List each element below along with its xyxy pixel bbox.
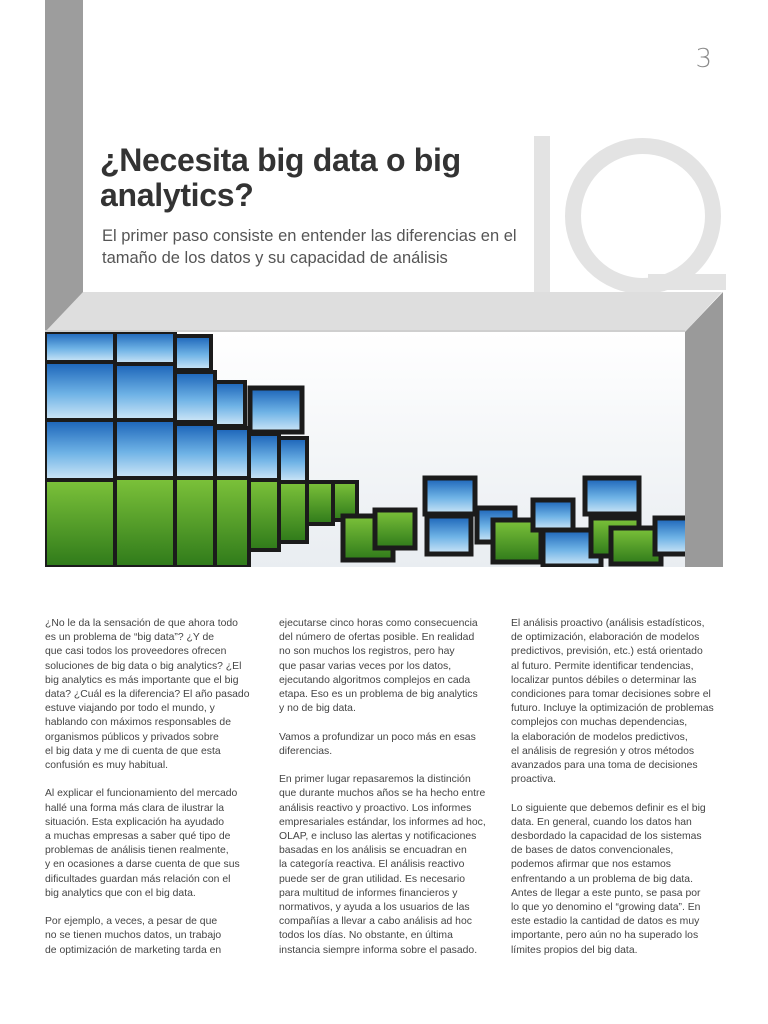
paragraph: Lo siguiente que debemos definir es el big data. En general, cuando los datos han desbordado la capacidad de los sistemas de bases de datos convencionales, podemos afirmar que nos estamos enfrentando a un problema de big data. Antes de llegar a este punto, se pasa por lo que yo denomino el “growing data”. En este estadio la cantidad de datos es muy importante, pero aún no ha superado los límites propios del big data. xyxy=(511,802,706,956)
page-number: 3 xyxy=(695,44,712,74)
text-column-1 xyxy=(45,617,263,972)
paragraph: En primer lugar repasaremos la distinción que durante muchos años se ha hecho entre análisis reactivo y proactivo. Los informes empresariales estándar, los informes ad hoc, OLAP, e incluso las alertas y notificaciones basadas en los análisis se encuadran en la categoría reactiva. El análisis reactivo puede ser de gran utilidad. Es necesario para multitud de informes financieros y normativos, y ayuda a los usuarios de las compañías a llevar a cabo análisis ad hoc todos los días. No obstante, en última instancia siempre informa sobre el pasado. xyxy=(279,774,486,956)
paragraph: Al explicar el funcionamiento del mercado hallé una forma más clara de ilustrar la situación. Esta explicación ha ayudado a muchas empresas a saber qué tipo de problemas de análisis tienen realmente, y en ocasiones a darse cuenta de que sus dificultades guardan más relación con el big analytics que con el big data. xyxy=(45,788,240,899)
paragraph: ¿No le da la sensación de que ahora todo es un problema de “big data”? ¿Y de que casi todos los proveedores ofrecen soluciones de big data o big analytics? ¿El big analytics es más importante que el big data? ¿Cuál es la diferencia? El año pasado estuve viajando por todo el mundo, y hablando con máximos responsables de organismos públicos y privados sobre el big data y me di cuenta de que esta confusión es muy habitual. xyxy=(45,618,250,772)
text-column-2 xyxy=(279,617,497,972)
text-column-3 xyxy=(511,617,729,972)
article-title: ¿Necesita big data o big analytics? xyxy=(100,142,461,213)
article-subtitle: El primer paso consiste en entender las diferencias en el tamaño de los datos y su capacidad de análisis xyxy=(102,227,517,267)
paragraph: El análisis proactivo (análisis estadísticos, de optimización, elaboración de modelos predictivos, previsión, etc.) está orientado al futuro. Permite identificar tendencias, localizar puntos débiles o determinar las condiciones para tomar decisiones sobre el futuro. Incluye la optimización de problemas complejos con muchas dependencias, la elaboración de modelos predictivos, el análisis de regresión y otros métodos avanzados para una toma de decisiones proactiva. xyxy=(511,618,714,786)
right-decorative-bar xyxy=(685,292,723,567)
shelf-top-band xyxy=(45,292,722,332)
left-decorative-bar xyxy=(45,0,83,330)
paragraph: Vamos a profundizar un poco más en esas diferencias. xyxy=(279,731,476,757)
paragraph: Por ejemplo, a veces, a pesar de que no se tienen muchos datos, un trabajo de optimización de marketing tarda en xyxy=(45,916,222,956)
paragraph: ejecutarse cinco horas como consecuencia del número de ofertas posible. En realidad no son muchos los registros, pero hay que pasar varias veces por los datos, ejecutando algoritmos complejos en cada etapa. Eso es un problema de big analytics y no de big data. xyxy=(279,618,478,715)
iq-logo xyxy=(528,128,728,303)
hero-image xyxy=(45,332,685,567)
